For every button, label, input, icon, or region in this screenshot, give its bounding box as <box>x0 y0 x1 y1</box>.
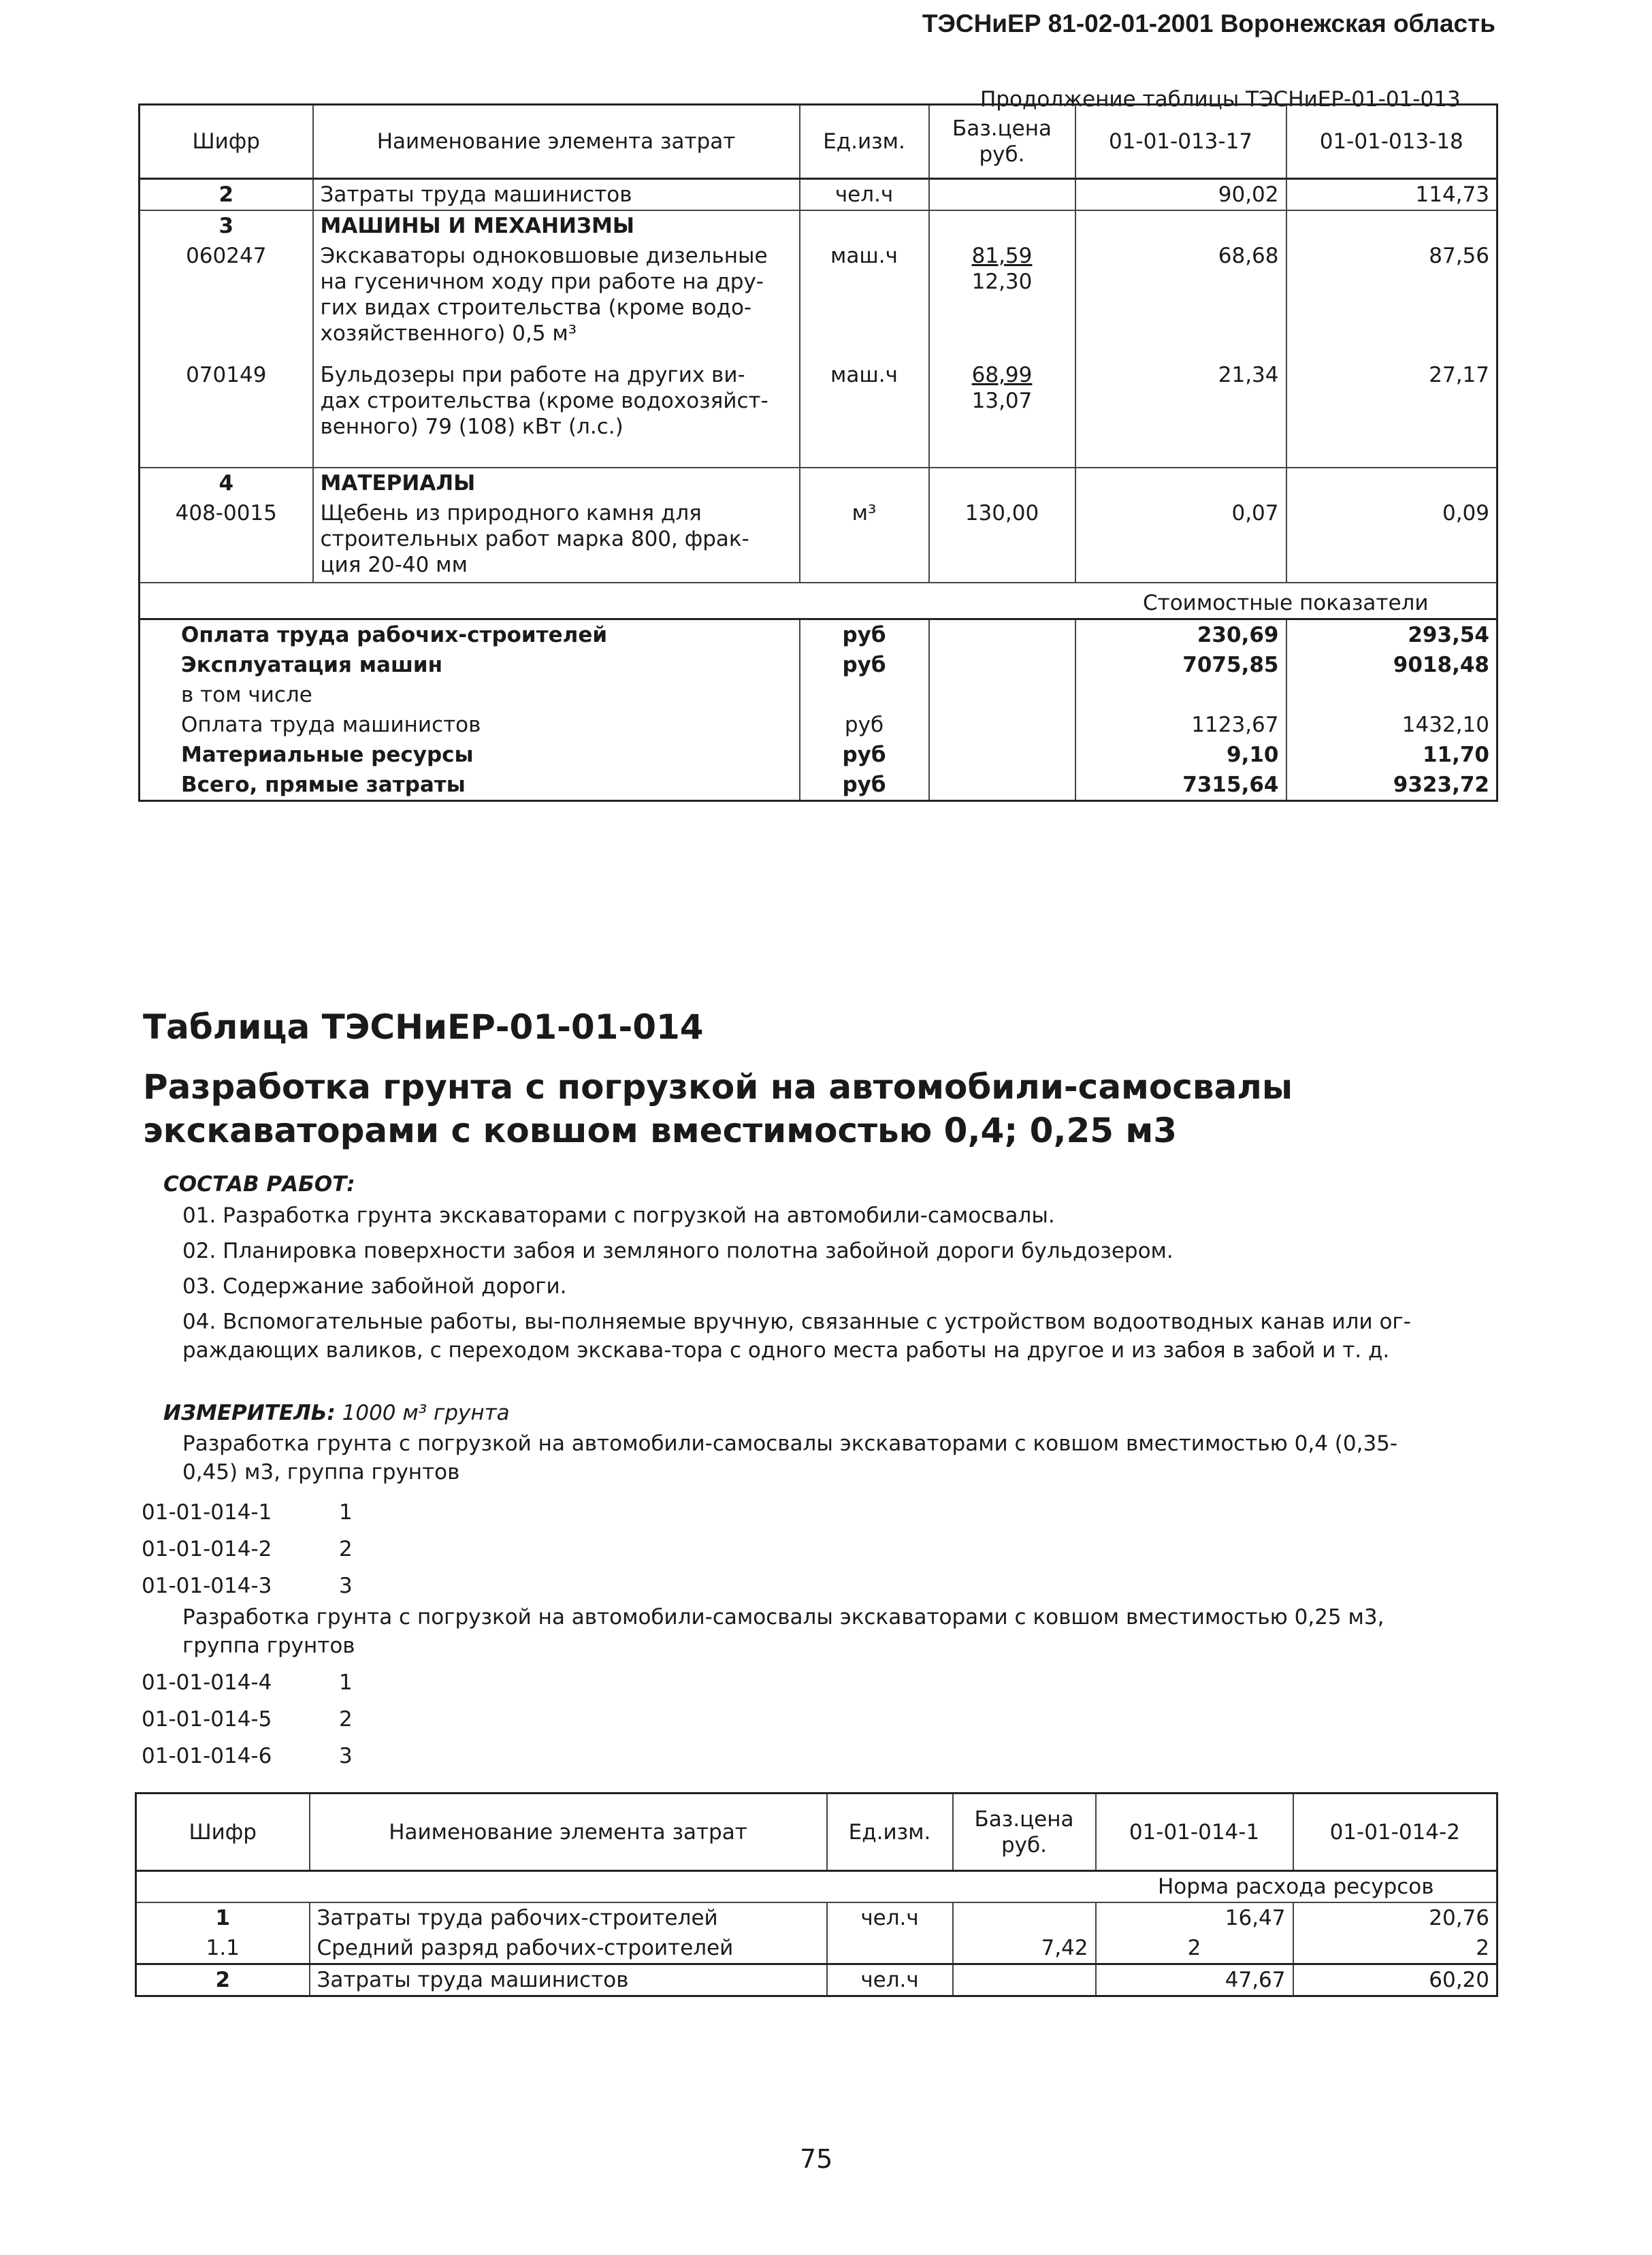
col-header-code-2: 01-01-014-2 <box>1293 1794 1497 1871</box>
section-row: 3 МАШИНЫ И МЕХАНИЗМЫ <box>140 210 1497 241</box>
works-label: СОСТАВ РАБОТ: <box>163 1172 355 1197</box>
list-item: 04. Вспомогательные работы, вы-полняемые вручную, связанные с устройством водоотводных канав или ог- <box>182 1310 1411 1334</box>
table-row: 2 Затраты труда машинистов чел.ч 47,67 60,20 <box>136 1964 1497 1996</box>
norm-caption: Норма расхода ресурсов <box>1157 1875 1434 1899</box>
col-header-code-18: 01-01-013-18 <box>1286 105 1497 179</box>
section-subtitle: Разработка грунта с погрузкой на автомобили-самосвалы экскаваторами с ковшом вместимостью 0,4; 0,25 м3 <box>143 1067 1293 1150</box>
col-header-code-17: 01-01-013-17 <box>1075 105 1286 179</box>
total-row: Всего, прямые затраты руб 7315,64 9323,72 <box>140 770 1497 801</box>
list-item: 01-01-014-1 1 <box>142 1500 353 1525</box>
cost-table-013 <box>138 103 1498 802</box>
codes-group-2 <box>142 1664 353 1774</box>
works-list <box>182 1201 1411 1365</box>
page-number: 75 <box>800 2144 833 2174</box>
list-item: 03. Содержание забойной дороги. <box>182 1274 567 1299</box>
col-header-code: Шифр <box>136 1794 310 1871</box>
section-row: 4 МАТЕРИАЛЫ <box>140 468 1497 498</box>
list-item: 01-01-014-2 2 <box>142 1537 353 1561</box>
col-header-name: Наименование элемента затрат <box>310 1794 827 1871</box>
list-item: 01-01-014-4 1 <box>142 1670 353 1695</box>
total-row: Материальные ресурсы руб 9,10 11,70 <box>140 740 1497 770</box>
cost-indicators-caption: Стоимостные показатели <box>1075 583 1497 619</box>
total-row: Эксплуатация машин руб 7075,85 9018,48 <box>140 650 1497 680</box>
list-item: 01-01-014-5 2 <box>142 1707 353 1732</box>
table-row: 1 Затраты труда рабочих-строителей чел.ч 16,47 20,76 <box>136 1902 1497 1933</box>
total-row: Оплата труда рабочих-строителей руб 230,69 293,54 <box>140 619 1497 651</box>
list-item: раждающих валиков, с переходом экскава-тора с одного места работы на другое и из забоя в забой и т. д. <box>182 1338 1390 1363</box>
col-header-name: Наименование элемента затрат <box>313 105 800 179</box>
col-header-price: Баз.цена руб. <box>929 105 1075 179</box>
list-item: 01-01-014-6 3 <box>142 1744 353 1768</box>
resource-table-014 <box>135 1792 1498 1997</box>
table-row: 408-0015 Щебень из природного камня для строительных работ марка 800, фрак- ция 20-40 мм м³ 130,00 0,07 0,09 <box>140 498 1497 583</box>
cost-caption-row <box>140 583 1497 619</box>
desc-1: Разработка грунта с погрузкой на автомобили-самосвалы экскаваторами с ковшом вместимостью 0,4 (0,35- 0,45) м3, группа грунтов <box>182 1431 1398 1485</box>
table-continuation-caption: Продолжение таблицы ТЭСНиЕР-01-01-013 <box>980 87 1461 112</box>
col-header-unit: Ед.изм. <box>800 105 929 179</box>
meter-label: ИЗМЕРИТЕЛЬ: <box>163 1401 336 1425</box>
norm-caption-row <box>136 1871 1497 1903</box>
table-row: 2 Затраты труда машинистов чел.ч 90,02 114,73 <box>140 179 1497 211</box>
total-row: в том числе <box>140 680 1497 710</box>
table-row: 060247 Экскаваторы одноковшовые дизельные на гусеничном ходу при работе на дру- гих видах строительства (кроме водо- хозяйственного) 0,5 м³ маш.ч 81,59 12,30 68,68 87,56 <box>140 241 1497 360</box>
col-header-code: Шифр <box>140 105 313 179</box>
col-header-code-1: 01-01-014-1 <box>1096 1794 1293 1871</box>
page-header: ТЭСНиЕР 81-02-01-2001 Воронежская область <box>922 10 1495 37</box>
codes-group-1 <box>142 1494 353 1604</box>
list-item: 01-01-014-3 3 <box>142 1574 353 1598</box>
meter-value: 1000 м³ грунта <box>342 1401 510 1425</box>
col-header-unit: Ед.изм. <box>827 1794 953 1871</box>
meter <box>163 1399 510 1427</box>
table-row: 070149 Бульдозеры при работе на других ви- дах строительства (кроме водохозяйст- венного) 79 (108) кВт (л.с.) маш.ч 68,99 13,07 21,34 27,17 <box>140 360 1497 468</box>
desc-2: Разработка грунта с погрузкой на автомобили-самосвалы экскаваторами с ковшом вместимостью 0,25 м3, группа грунтов <box>182 1605 1384 1658</box>
list-item: 01. Разработка грунта экскаваторами с погрузкой на автомобили-самосвалы. <box>182 1203 1055 1228</box>
total-row: Оплата труда машинистов руб 1123,67 1432,10 <box>140 710 1497 740</box>
table-row: 1.1 Средний разряд рабочих-строителей 7,42 2 2 <box>136 1933 1497 1964</box>
list-item: 02. Планировка поверхности забоя и земляного полотна забойной дороги бульдозером. <box>182 1239 1173 1263</box>
section-title: Таблица ТЭСНиЕР-01-01-014 <box>143 1007 704 1047</box>
col-header-price: Баз.цена руб. <box>953 1794 1096 1871</box>
